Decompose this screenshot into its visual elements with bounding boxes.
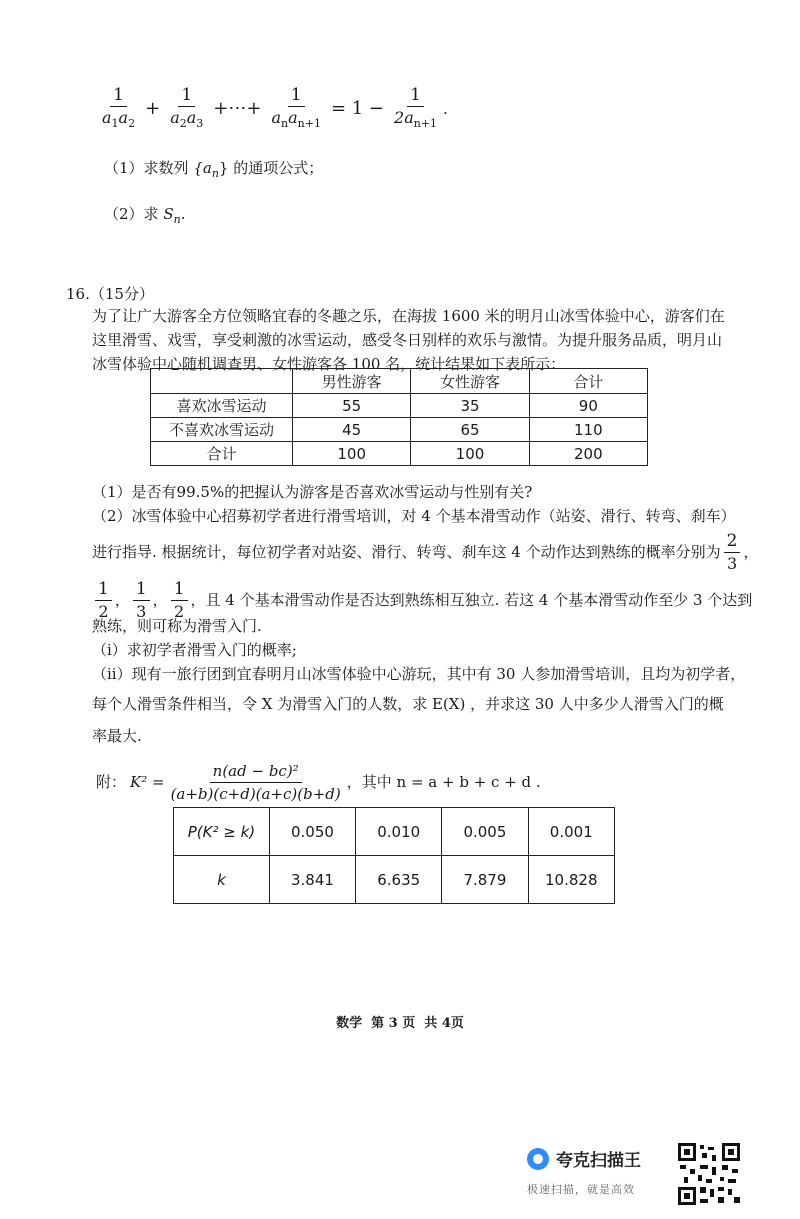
q16-part2-line1: （2）冰雪体验中心招募初学者进行滑雪培训，对 4 个基本滑雪动作（站姿、滑行、转弯、刹车） [92, 507, 736, 525]
q16-intro-line-1: 为了让广大游客全方位领略宜春的冬趣之乐，在海拔 1600 米的明月山冰雪体验中心，游客们在 [92, 307, 725, 325]
q15-part1: （1）求数列 $\{a_n\}$ 的通项公式； [104, 159, 324, 180]
scanner-name: 夸克扫描王 [556, 1151, 641, 1171]
page-footer: 数学 第 3 页 共 4页 [336, 1016, 464, 1031]
q15-part2: （2）求 $S_n$. [104, 205, 186, 226]
qr-code-icon [678, 1143, 740, 1205]
fraction-term-n: $\frac{1}{a_na_{n+1}}$ [271, 84, 321, 130]
table-row: 合计 100 100 200 [151, 442, 648, 466]
fraction-term-1: $\frac{1}{a_1a_2}$ [102, 84, 136, 130]
scanner-logo-icon [527, 1148, 549, 1170]
survey-table: 男性游客 女性游客 合计 喜欢冰雪运动 55 35 90 不喜欢冰雪运动 45 65 110 合计 100 100 200 [150, 368, 648, 466]
table-row: 喜欢冰雪运动 55 35 90 [151, 394, 648, 418]
q16-intro-line-3: 冰雪体验中心随机调查男、女性游客各 100 名，统计结果如下表所示： [92, 355, 566, 373]
fraction-term-2: $\frac{1}{a_2a_3}$ [170, 84, 204, 130]
prob-fraction-2: $\frac{1}{2}$ [95, 578, 112, 623]
critical-value-table [173, 807, 615, 904]
q16-number: 16.（15分） [66, 285, 154, 303]
q16-part2-line4: 熟练，则可称为滑雪入门. [92, 617, 262, 635]
prob-fraction-1: $\frac{2}{3}$ [724, 530, 741, 575]
q16-sub-i: （i）求初学者滑雪入门的概率; [92, 641, 297, 659]
q16-part2-line2: 进行指导. 根据统计，每位初学者对站姿、滑行、转弯、刹车这 4 个动作达到熟练的概率分别为 $\frac{2}{3}$ ， [92, 530, 759, 573]
prob-fraction-3: $\frac{1}{3}$ [133, 578, 150, 623]
appendix-formula: 附： K² = $\frac{\text{n(ad − bc)²}}{(a+b)(c+d)(a+c)(b+d)}$ ，其中 n = a + b + c + d . [96, 761, 541, 803]
q16-part1: （1）是否有99.5%的把握认为游客是否喜欢冰雪运动与性别有关? [92, 483, 533, 501]
q16-sub-ii-line3: 率最大. [92, 727, 142, 745]
top-formula: $\frac{1}{a_1a_2}$ + $\frac{1}{a_2a_3}$ +⋯+ $\frac{1}{a_na_{n+1}}$ = 1 − $\frac{1}{2a_{n+1}}$ . [96, 84, 448, 134]
rhs-fraction: $\frac{1}{2a_{n+1}}$ [394, 84, 438, 130]
scanner-slogan: 极速扫描，就是高效 [527, 1183, 635, 1196]
prob-fraction-4: $\frac{1}{2}$ [171, 578, 188, 623]
q16-intro-line-2: 这里滑雪、戏雪，享受刺激的冰雪运动，感受冬日别样的欢乐与激情。为提升服务品质，明月山 [92, 331, 723, 349]
q16-sub-ii-line2: 每个人滑雪条件相当，令 X 为滑雪入门的人数，求 E(X) ，并求这 30 人中多少人滑雪入门的概 [92, 695, 724, 713]
scanner-watermark [527, 1146, 675, 1206]
q16-part2-line3: $\frac{1}{2}$ ， $\frac{1}{3}$ ， $\frac{1}{2}$ ，且 4 个基本滑雪动作是否达到熟练相互独立. 若这 4 个基本滑雪动作至少 3 个达到 [92, 578, 752, 622]
k2-fraction: $\frac{\text{n(ad − bc)²}}{(a+b)(c+d)(a+c)(b+d)}$ [170, 761, 341, 803]
table-row: 不喜欢冰雪运动 45 65 110 [151, 418, 648, 442]
table-row: P(K² ≥ k) 0.050 0.010 0.005 0.001 [174, 808, 615, 856]
table-row: k 3.841 6.635 7.879 10.828 [174, 856, 615, 904]
q16-sub-ii-line1: （ii）现有一旅行团到宜春明月山冰雪体验中心游玩，其中有 30 人参加滑雪培训，且均为初学者， [92, 665, 746, 683]
